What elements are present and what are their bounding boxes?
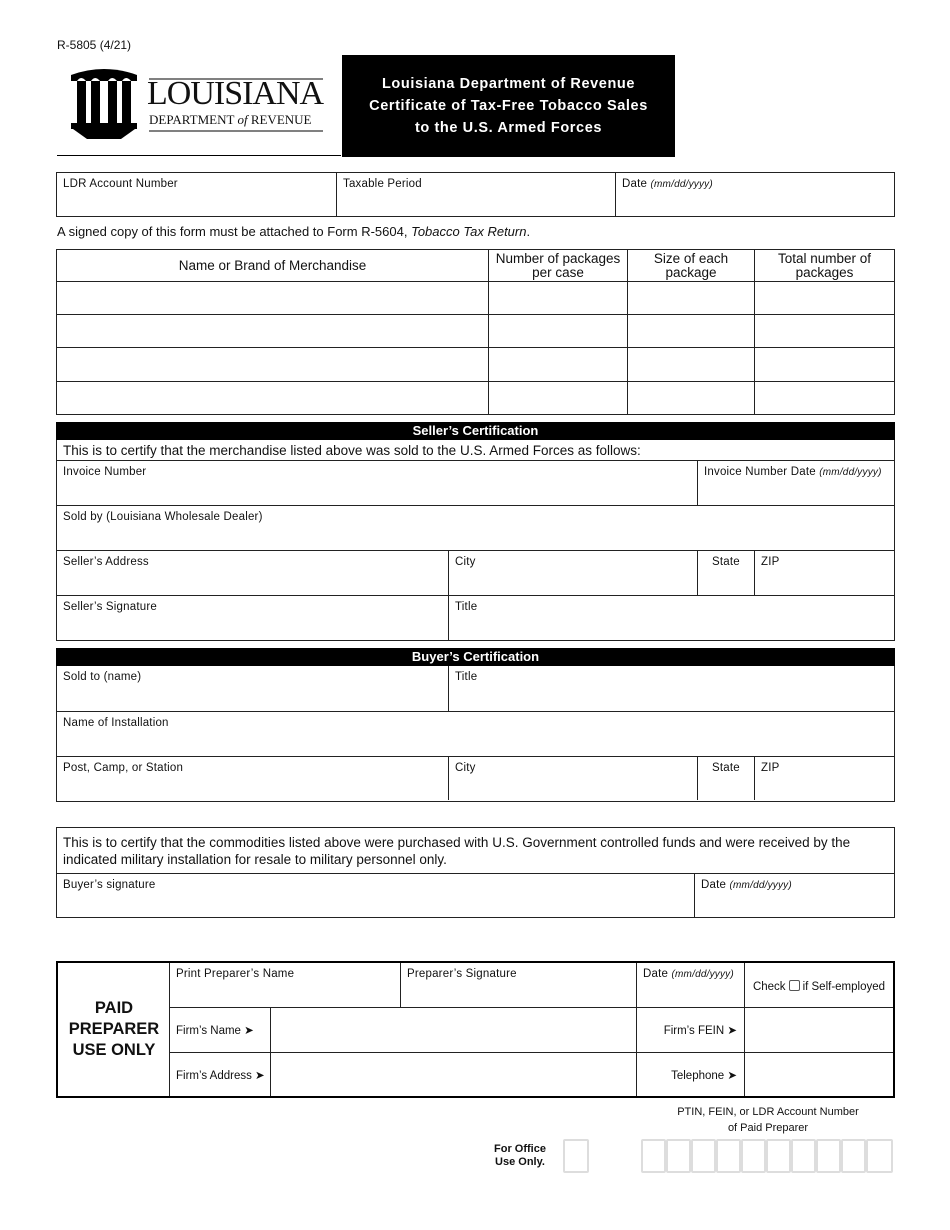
self-employed-check: Check if Self-employed: [752, 981, 886, 993]
firm-fein-label: Firm’s FEIN ➤: [663, 1025, 737, 1037]
buyer-statement-section: [56, 827, 895, 918]
buyer-date-field[interactable]: Date (mm/dd/yyyy): [701, 879, 792, 891]
telephone-field[interactable]: [745, 1053, 893, 1096]
seller-city-field[interactable]: City: [455, 556, 476, 568]
ldr-account-field[interactable]: LDR Account Number: [63, 178, 178, 190]
ptin-digit-box[interactable]: [766, 1139, 791, 1173]
buyer-title-field[interactable]: Title: [455, 671, 478, 683]
merch-row[interactable]: [57, 282, 894, 314]
sold-to-field[interactable]: Sold to (name): [63, 671, 142, 683]
date-field[interactable]: Date (mm/dd/yyyy): [622, 178, 713, 190]
invoice-date-field[interactable]: Invoice Number Date (mm/dd/yyyy): [704, 466, 882, 478]
seller-title-field[interactable]: Title: [455, 601, 478, 613]
attach-note: A signed copy of this form must be attached to Form R-5604, Tobacco Tax Return.: [57, 224, 531, 239]
seller-section: [56, 440, 895, 641]
buyer-zip-field[interactable]: ZIP: [761, 762, 780, 774]
ptin-digit-box[interactable]: [641, 1139, 666, 1173]
preparer-name-field[interactable]: Print Preparer’s Name: [176, 968, 295, 980]
buyer-cert-bar: Buyer’s Certification: [56, 648, 895, 666]
ptin-digit-box[interactable]: [841, 1139, 866, 1173]
seller-signature-field[interactable]: Seller’s Signature: [63, 601, 157, 613]
seller-cert-bar: Seller’s Certification: [56, 422, 895, 440]
buyer-city-field[interactable]: City: [455, 762, 476, 774]
ptin-digit-box[interactable]: [691, 1139, 716, 1173]
buyer-state-field[interactable]: State: [712, 762, 740, 774]
merch-row[interactable]: [57, 382, 894, 414]
post-field[interactable]: Post, Camp, or Station: [63, 762, 184, 774]
firm-name-label: Firm’s Name ➤: [176, 1025, 254, 1037]
logo-divider: [57, 155, 341, 156]
form-title: Louisiana Department of Revenue Certificate of Tax-Free Tobacco Sales to the U.S. Armed Forces: [342, 55, 675, 157]
logo-name: LOUISIANA: [147, 75, 324, 112]
col-packages-header: Number of packages per case: [495, 251, 621, 280]
col-total-header: Total number of packages: [777, 251, 872, 280]
ptin-digit-box[interactable]: [866, 1139, 893, 1173]
ptin-digit-box[interactable]: [816, 1139, 841, 1173]
sold-by-field[interactable]: Sold by (Louisiana Wholesale Dealer): [63, 511, 263, 523]
ptin-digit-box[interactable]: [666, 1139, 691, 1173]
buyer-signature-field[interactable]: Buyer’s signature: [63, 879, 156, 891]
office-use-label: For Office Use Only.: [494, 1143, 546, 1168]
taxable-period-field[interactable]: Taxable Period: [343, 178, 422, 190]
firm-name-field[interactable]: [271, 1008, 636, 1052]
invoice-number-field[interactable]: Invoice Number: [63, 466, 147, 478]
paid-preparer-section: [56, 961, 895, 1098]
seller-address-field[interactable]: Seller’s Address: [63, 556, 149, 568]
col-brand-header: Name or Brand of Merchandise: [178, 258, 367, 273]
seller-statement: This is to certify that the merchandise listed above was sold to the U.S. Armed Forces as follows:: [63, 443, 641, 458]
merch-row[interactable]: [57, 348, 894, 381]
paid-preparer-heading: PAID PREPARER USE ONLY: [68, 999, 160, 1059]
ptin-digit-box[interactable]: [791, 1139, 816, 1173]
seller-zip-field[interactable]: ZIP: [761, 556, 780, 568]
telephone-label: Telephone ➤: [671, 1070, 737, 1082]
office-use-box: [563, 1139, 589, 1173]
installation-field[interactable]: Name of Installation: [63, 717, 169, 729]
buyer-statement: This is to certify that the commodities listed above were purchased with U.S. Government controlled funds and were received by the indicated military installation for resale to military personnel only.: [63, 835, 851, 867]
col-size-header: Size of each package: [653, 251, 729, 280]
ptin-digit-box[interactable]: [716, 1139, 741, 1173]
self-employed-checkbox[interactable]: [789, 980, 800, 991]
preparer-signature-field[interactable]: Preparer’s Signature: [407, 968, 517, 980]
seller-state-field[interactable]: State: [712, 556, 740, 568]
merch-row[interactable]: [57, 315, 894, 347]
merchandise-table: [56, 249, 895, 415]
ldr-logo: [57, 55, 341, 157]
firm-address-field[interactable]: [271, 1053, 636, 1096]
firm-fein-field[interactable]: [745, 1008, 893, 1052]
buyer-section: [56, 666, 895, 802]
ptin-digit-box[interactable]: [741, 1139, 766, 1173]
preparer-date-field[interactable]: Date (mm/dd/yyyy): [643, 968, 734, 980]
logo-subtitle: DEPARTMENT of REVENUE: [149, 112, 312, 127]
top-fields: [56, 172, 895, 217]
ptin-caption: PTIN, FEIN, or LDR Account Number of Paid Preparer: [677, 1106, 859, 1134]
form-number: R-5805 (4/21): [57, 38, 132, 52]
firm-address-label: Firm’s Address ➤: [176, 1070, 265, 1082]
